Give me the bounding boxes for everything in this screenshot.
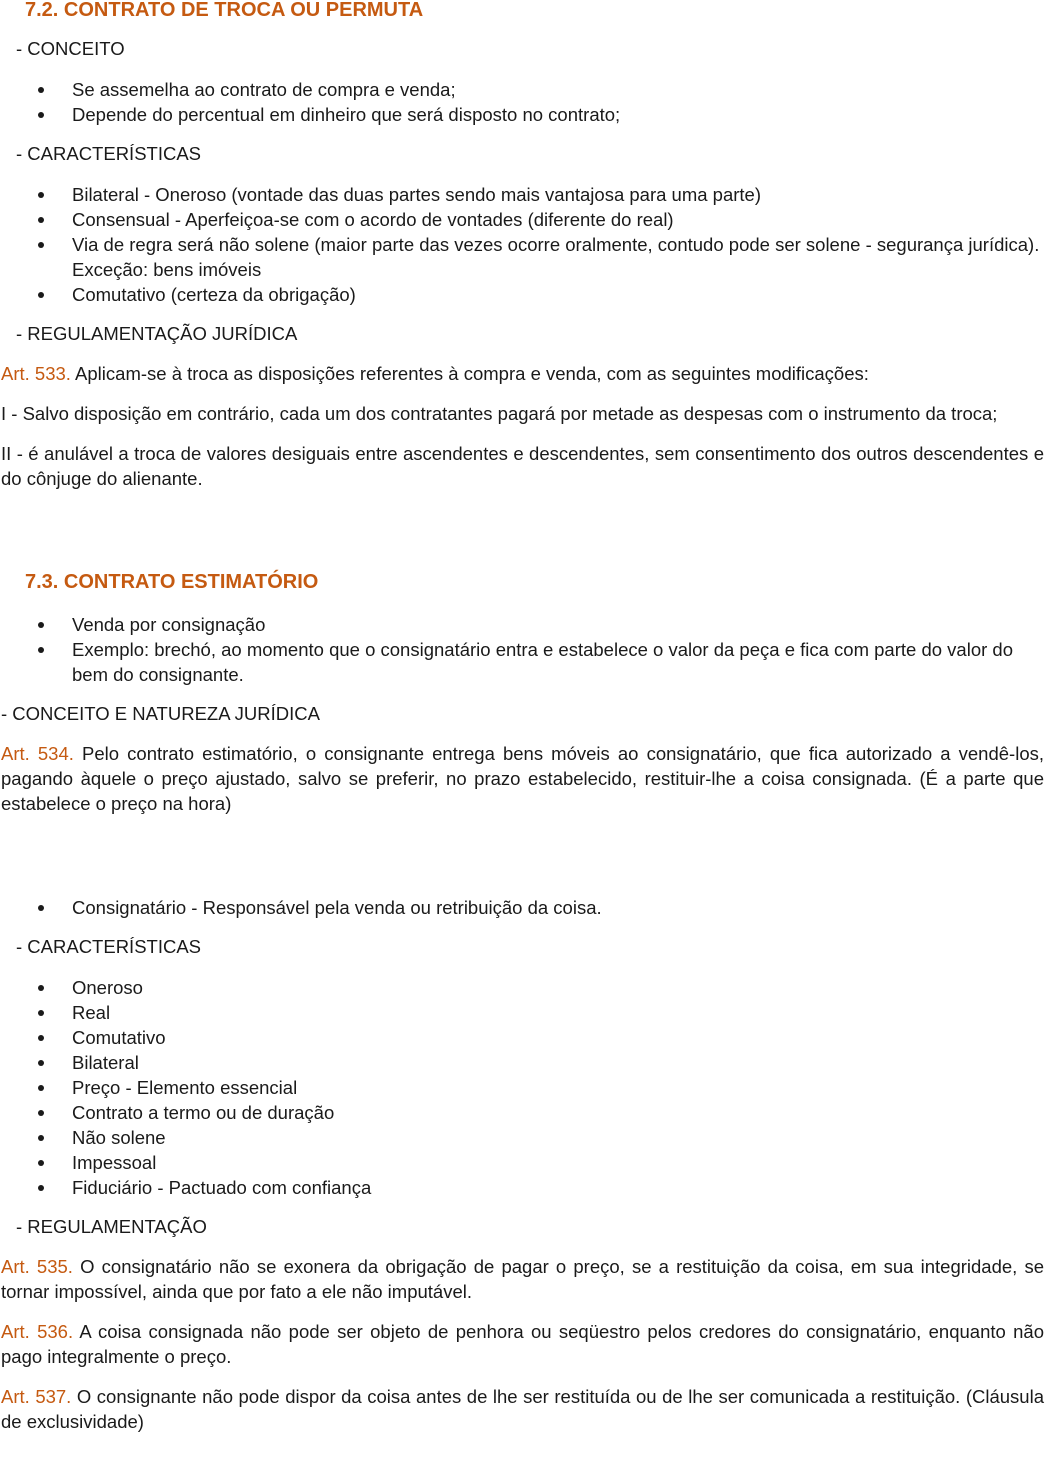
bullet-icon (38, 217, 44, 223)
list-item: Via de regra será não solene (maior parte das vezes ocorre oralmente, contudo pode ser solene - segurança jurídica). Exceção: bens imóveis (0, 232, 1046, 282)
bullet-icon (38, 647, 44, 653)
consignatario-list (0, 895, 1046, 920)
list-item: Fiduciário - Pactuado com confiança (0, 1175, 1046, 1200)
list-item: Consignatário - Responsável pela venda ou retribuição da coisa. (0, 895, 1046, 920)
list-item: Comutativo (certeza da obrigação) (0, 282, 1046, 307)
bullet-icon (38, 622, 44, 628)
list-item: Oneroso (0, 975, 1046, 1000)
list-item: Contrato a termo ou de duração (0, 1100, 1046, 1125)
article-ref: Art. 534. (1, 743, 74, 764)
list-item: Bilateral - Oneroso (vontade das duas partes sendo mais vantajosa para uma parte) (0, 182, 1046, 207)
bullet-icon (38, 1185, 44, 1191)
art-534-paragraph: Art. 534. Pelo contrato estimatório, o consignante entrega bens móveis ao consignatário, que fica autorizado a vendê-los, pagando àquele o preço ajustado, salvo se preferir, no prazo estabelecido, restituir-lhe a coisa consignada. (É a parte que estabelece o preço na hora) (1, 743, 1044, 814)
conceito-label: - CONCEITO (16, 38, 125, 59)
inciso-2-paragraph: II - é anulável a troca de valores desiguais entre ascendentes e descendentes, sem consentimento dos outros descendentes e do cônjuge do alienante. (1, 443, 1044, 489)
intro-list (0, 612, 1046, 687)
bullet-icon (38, 242, 44, 248)
caracteristicas-label: - CARACTERÍSTICAS (16, 143, 202, 164)
article-ref: Art. 536. (1, 1321, 74, 1342)
bullet-icon (38, 1035, 44, 1041)
bullet-icon (38, 905, 44, 911)
article-ref: Art. 537. (1, 1386, 72, 1407)
list-item: Se assemelha ao contrato de compra e venda; (0, 77, 1046, 102)
bullet-icon (38, 192, 44, 198)
list-item: Exemplo: brechó, ao momento que o consignatário entra e estabelece o valor da peça e fica com parte do valor do bem do consignante. (0, 637, 1046, 687)
caracteristicas-list (0, 975, 1046, 1200)
list-item: Comutativo (0, 1025, 1046, 1050)
regulamentacao-label: - REGULAMENTAÇÃO (16, 1216, 207, 1237)
bullet-icon (38, 292, 44, 298)
art-537-paragraph: Art. 537. O consignante não pode dispor da coisa antes de lhe ser restituída ou de lhe ser comunicada a restituição. (Cláusula de exclusividade) (1, 1386, 1044, 1432)
regulamentacao-label: - REGULAMENTAÇÃO JURÍDICA (16, 323, 298, 344)
caracteristicas-list (0, 182, 1046, 307)
bullet-icon (38, 1110, 44, 1116)
article-ref: Art. 535. (1, 1256, 73, 1277)
bullet-icon (38, 112, 44, 118)
list-item: Venda por consignação (0, 612, 1046, 637)
bullet-icon (38, 1060, 44, 1066)
list-item: Bilateral (0, 1050, 1046, 1075)
art-536-paragraph: Art. 536. A coisa consignada não pode ser objeto de penhora ou seqüestro pelos credores do consignatário, enquanto não pago integralmente o preço. (1, 1321, 1044, 1367)
list-item: Depende do percentual em dinheiro que será disposto no contrato; (0, 102, 1046, 127)
list-item: Consensual - Aperfeiçoa-se com o acordo de vontades (diferente do real) (0, 207, 1046, 232)
inciso-1-paragraph: I - Salvo disposição em contrário, cada um dos contratantes pagará por metade as despesas com o instrumento da troca; (1, 403, 998, 424)
bullet-icon (38, 87, 44, 93)
list-item: Preço - Elemento essencial (0, 1075, 1046, 1100)
caracteristicas-label: - CARACTERÍSTICAS (16, 936, 202, 957)
bullet-icon (38, 1135, 44, 1141)
section-7-2-heading: 7.2. CONTRATO DE TROCA OU PERMUTA (25, 0, 424, 21)
bullet-icon (38, 1010, 44, 1016)
list-item: Não solene (0, 1125, 1046, 1150)
section-7-3-heading: 7.3. CONTRATO ESTIMATÓRIO (25, 571, 319, 593)
art-535-paragraph: Art. 535. O consignatário não se exonera da obrigação de pagar o preço, se a restituição da coisa, em sua integridade, se tornar impossível, ainda que por fato a ele não imputável. (1, 1256, 1044, 1302)
bullet-icon (38, 1160, 44, 1166)
bullet-icon (38, 985, 44, 991)
list-item: Real (0, 1000, 1046, 1025)
article-ref: Art. 533. (1, 363, 71, 384)
list-item: Impessoal (0, 1150, 1046, 1175)
bullet-icon (38, 1085, 44, 1091)
conceito-list (0, 77, 1046, 127)
conceito-natureza-label: - CONCEITO E NATUREZA JURÍDICA (1, 703, 320, 724)
art-533-paragraph: Art. 533. Aplicam-se à troca as disposições referentes à compra e venda, com as seguintes modificações: (1, 363, 869, 384)
